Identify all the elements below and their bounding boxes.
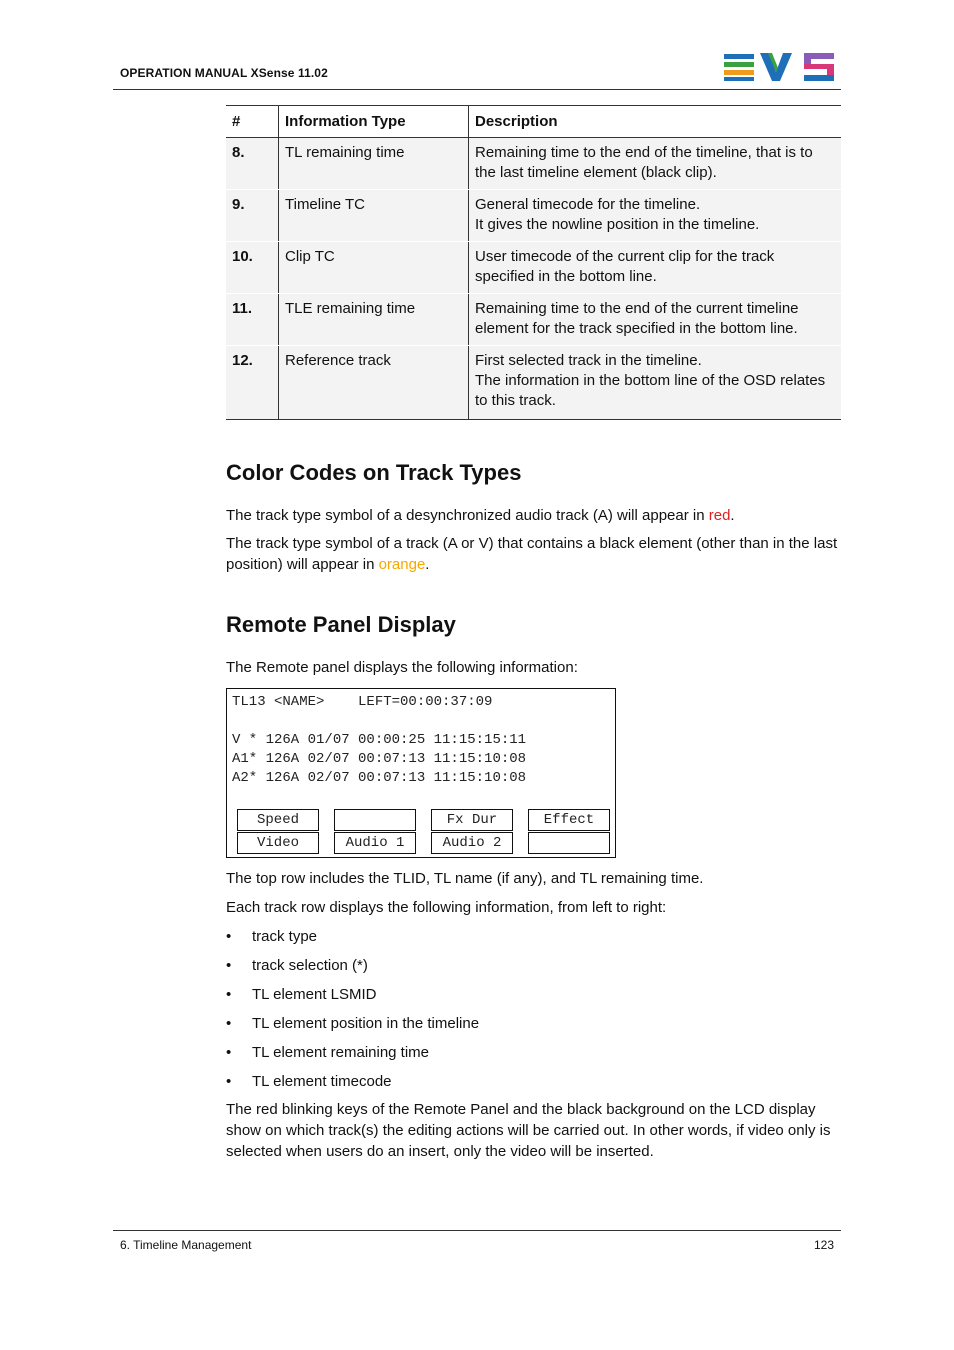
remote-panel-intro: The Remote panel displays the following information: [226, 659, 578, 676]
list-item [226, 1071, 479, 1100]
row-type: TLE remaining time [279, 294, 469, 346]
list-item-text: track selection (*) [252, 957, 368, 974]
description-line: to this track. [475, 392, 556, 409]
row-number: 8. [226, 138, 279, 190]
footer-rule [113, 1230, 841, 1231]
footer-page-number: 123 [813, 1238, 834, 1252]
row-description [469, 138, 842, 190]
text: The track type symbol of a track (A or V) that contains a black element (other than in the last position) will appear in [226, 535, 838, 573]
evs-logo [724, 52, 836, 82]
list-item-text: TL element timecode [252, 1073, 392, 1090]
table-row [226, 190, 841, 242]
track-info-list [226, 926, 479, 1100]
column-header-description: Description [469, 106, 842, 138]
list-item [226, 955, 479, 984]
row-description [469, 190, 842, 242]
bullet-icon: • [226, 1015, 232, 1032]
lcd-key-audio-1: Audio 1 [334, 832, 416, 854]
list-item-text: TL element remaining time [252, 1044, 430, 1061]
lcd-line-header: TL13 <NAME> LEFT=00:00:37:09 [232, 694, 493, 710]
description-line: The information in the bottom line of the OSD relates [475, 372, 826, 389]
bullet-icon: • [226, 1073, 232, 1090]
column-header-information-type: Information Type [279, 106, 469, 138]
row-number: 10. [226, 242, 279, 294]
description-line: It gives the nowline position in the timeline. [475, 216, 760, 233]
bullet-icon: • [226, 957, 232, 974]
bullet-icon: • [226, 928, 232, 945]
color-codes-paragraph-1 [226, 505, 838, 526]
text: . [730, 507, 735, 524]
row-type: Reference track [279, 346, 469, 420]
list-item [226, 926, 479, 955]
row-number: 12. [226, 346, 279, 420]
list-item [226, 1013, 479, 1042]
list-item-text: TL element LSMID [252, 986, 377, 1003]
description-line: Remaining time to the end of the current timeline [475, 300, 799, 317]
section-heading-remote-panel: Remote Panel Display [226, 612, 456, 637]
table-header-row [226, 106, 841, 138]
information-table [226, 105, 841, 420]
row-type: TL remaining time [279, 138, 469, 190]
description-line: specified in the bottom line. [475, 268, 657, 285]
row-number: 11. [226, 294, 279, 346]
lcd-key-effect: Effect [528, 809, 610, 831]
row-type: Timeline TC [279, 190, 469, 242]
table-row [226, 242, 841, 294]
description-line: the last timeline element (black clip). [475, 164, 717, 181]
row-type: Clip TC [279, 242, 469, 294]
list-item [226, 1042, 479, 1071]
header-title: OPERATION MANUAL XSense 11.02 [120, 66, 328, 80]
table-row [226, 346, 841, 420]
header-rule [113, 89, 841, 90]
table-row [226, 294, 841, 346]
lcd-key-audio-2: Audio 2 [431, 832, 513, 854]
lcd-line-track-a1: A1* 126A 02/07 00:07:13 11:15:10:08 [232, 751, 527, 767]
orange-word: orange [378, 556, 426, 573]
description-line: element for the track specified in the bottom line. [475, 320, 798, 337]
remote-panel-after-2: Each track row displays the following information, from left to right: [226, 899, 667, 916]
lcd-key-video: Video [237, 832, 319, 854]
remote-panel-closing: The red blinking keys of the Remote Panel and the black background on the LCD display show on which track(s) the editing actions will be carried out. In other words, if video only is selected when users do an insert, only the video will be inserted. [226, 1101, 831, 1160]
description-line: General timecode for the timeline. [475, 196, 701, 213]
description-line: User timecode of the current clip for the track [475, 248, 775, 265]
row-number: 9. [226, 190, 279, 242]
red-word: red [708, 507, 731, 524]
section-heading-color-codes: Color Codes on Track Types [226, 460, 522, 485]
bullet-icon: • [226, 986, 232, 1003]
list-item-text: track type [252, 928, 318, 945]
description-line: Remaining time to the end of the timeline, that is to [475, 144, 813, 161]
lcd-key-fx-dur: Fx Dur [431, 809, 513, 831]
lcd-key-blank-bottom [528, 832, 610, 854]
lcd-key-blank-top [334, 809, 416, 831]
list-item-text: TL element position in the timeline [252, 1015, 480, 1032]
remote-panel-after-1: The top row includes the TLID, TL name (if any), and TL remaining time. [226, 870, 704, 887]
bullet-icon: • [226, 1044, 232, 1061]
color-codes-paragraph-2 [226, 533, 838, 575]
column-header-number: # [226, 106, 279, 138]
row-description [469, 242, 842, 294]
table-row [226, 138, 841, 190]
text: The track type symbol of a desynchronized audio track (A) will appear in [226, 507, 709, 524]
description-line: First selected track in the timeline. [475, 352, 702, 369]
row-description [469, 294, 842, 346]
remote-panel-lcd-display [226, 688, 616, 858]
text: . [425, 556, 430, 573]
lcd-line-track-v: V * 126A 01/07 00:00:25 11:15:15:11 [232, 732, 527, 748]
list-item [226, 984, 479, 1013]
lcd-line-track-a2: A2* 126A 02/07 00:07:13 11:15:10:08 [232, 770, 527, 786]
footer-section: 6. Timeline Management [120, 1238, 252, 1252]
lcd-key-speed: Speed [237, 809, 319, 831]
row-description [469, 346, 842, 420]
